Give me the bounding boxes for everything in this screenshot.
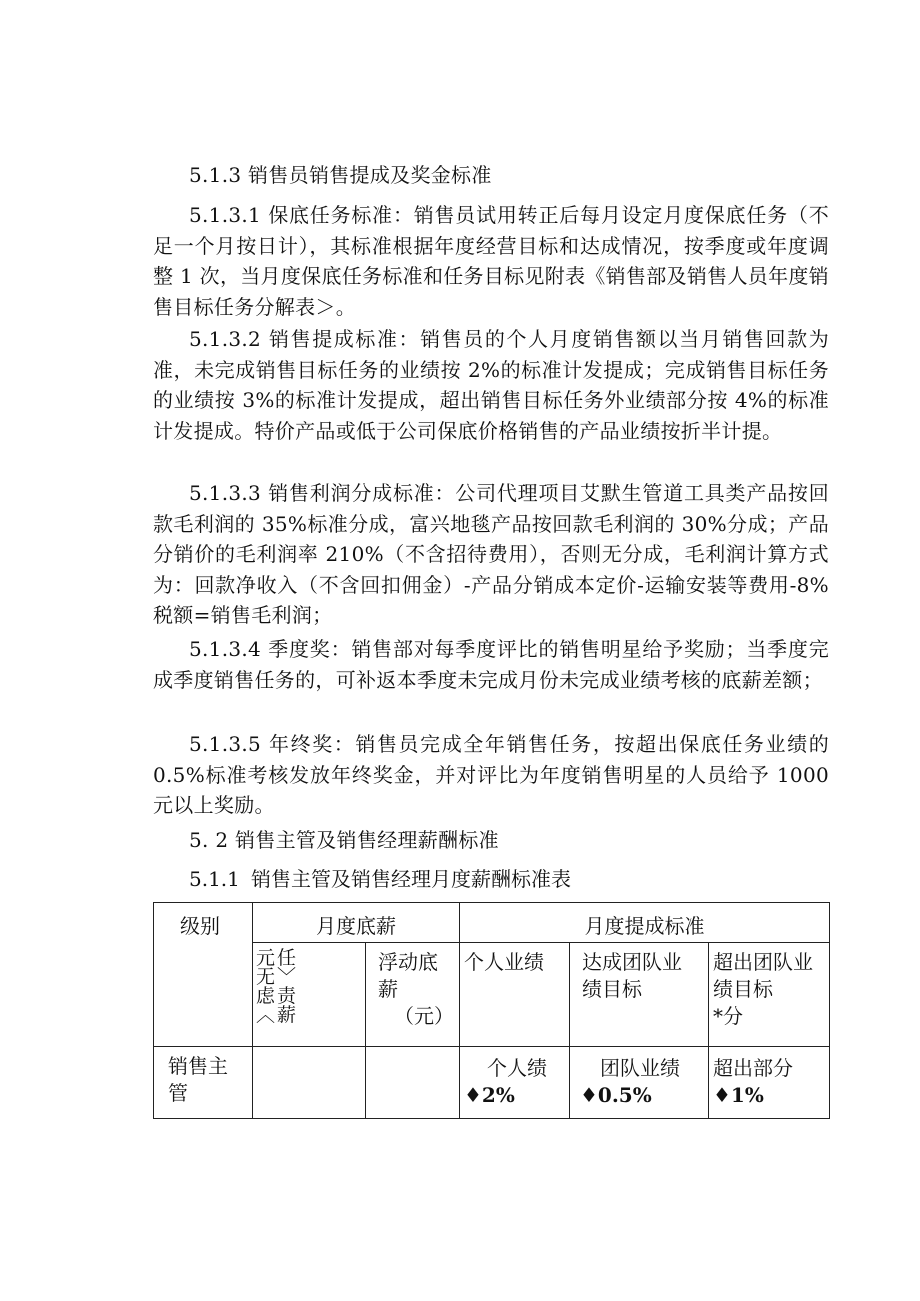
paragraph-5134: 5.1.3.4 季度奖：销售部对每季度评比的销售明星给予奖励；当季度完成季度销售任务的，可补返本季度未完成月份未完成业绩考核的底薪差额； [153,637,829,692]
table-header-row-1 [154,903,830,943]
paragraph-5133: 5.1.3.3 销售利润分成标准：公司代理项目艾默生管道工具类产品按回款毛利润的 35%标准分成，富兴地毯产品按回款毛利润的 30%分成；产品分销价的毛利润率 210%（不含招待费用），否则无分成，毛利润计算方式为：回款净收入（不含回扣佣金）-产品分销成本定价-运输安装等费用-8%税额=销售毛利润； [153,481,829,627]
table-caption-text: 销售主管及销售经理月度薪酬标准表 [251,867,571,891]
table-caption-number: 5.1.1 [189,867,240,891]
header-floating-base: 浮动底 薪 （元） [366,943,460,1047]
header-personal-performance: 个人业绩 [460,943,570,1047]
table-caption [189,864,571,894]
header-over-team-target: 超出团队业 绩目标 *分 [709,943,830,1047]
paragraph-5131: 5.1.3.1 保底任务标准：销售员试用转正后每月设定月度保底任务（不足一个月按日计），其标准根据年度经营目标和达成情况，按季度或年度调整 1 次，当月度保底任务标准和任务目标见附表《销售部及销售人员年度销售目标任务分解表＞。 [153,203,829,319]
table-row-supervisor [154,1047,830,1119]
paragraph-5132: 5.1.3.2 销售提成标准：销售员的个人月度销售额以当月销售回款为准，未完成销售目标任务的业绩按 2%的标准计发提成；完成销售目标任务的业绩按 3%的标准计发提成，超出销售目标任务外业绩部分按 4%的标准计发提成。特价产品或低于公司保底价格销售的产品业绩按折半计提。 [153,327,829,443]
table-header-row-2 [154,943,830,1047]
header-team-target: 达成团队业 绩目标 [570,943,709,1047]
responsibility-col-1: 元 无 虑 ︿ [256,947,276,1026]
section-heading-52: 5. 2 销售主管及销售经理薪酬标准 [189,828,499,852]
header-monthly-commission: 月度提成标准 [460,903,830,943]
paragraph-5135: 5.1.3.5 年终奖：销售员完成全年销售任务，按超出保底任务业绩的 0.5%标准考核发放年终奖金，并对评比为年度销售明星的人员给予 1000 元以上奖励。 [153,732,829,817]
row-supervisor-over: 超出部分 ♦1% [709,1047,830,1119]
header-monthly-base: 月度底薪 [253,903,460,943]
row-level-supervisor: 销售主管 [154,1047,253,1119]
responsibility-col-2: 任 ﹀ 责 薪 [277,947,297,1026]
section-heading-513: 5.1.3 销售员销售提成及奖金标准 [189,163,492,187]
salary-standard-table [153,902,830,1119]
row-supervisor-team: 团队业绩 ♦0.5% [570,1047,709,1119]
header-level: 级别 [154,903,253,1047]
header-responsibility-base [253,943,366,1047]
row-supervisor-floating-base [366,1047,460,1119]
row-supervisor-responsibility-base [253,1047,366,1119]
row-supervisor-personal: 个人绩 ♦2% [460,1047,570,1119]
